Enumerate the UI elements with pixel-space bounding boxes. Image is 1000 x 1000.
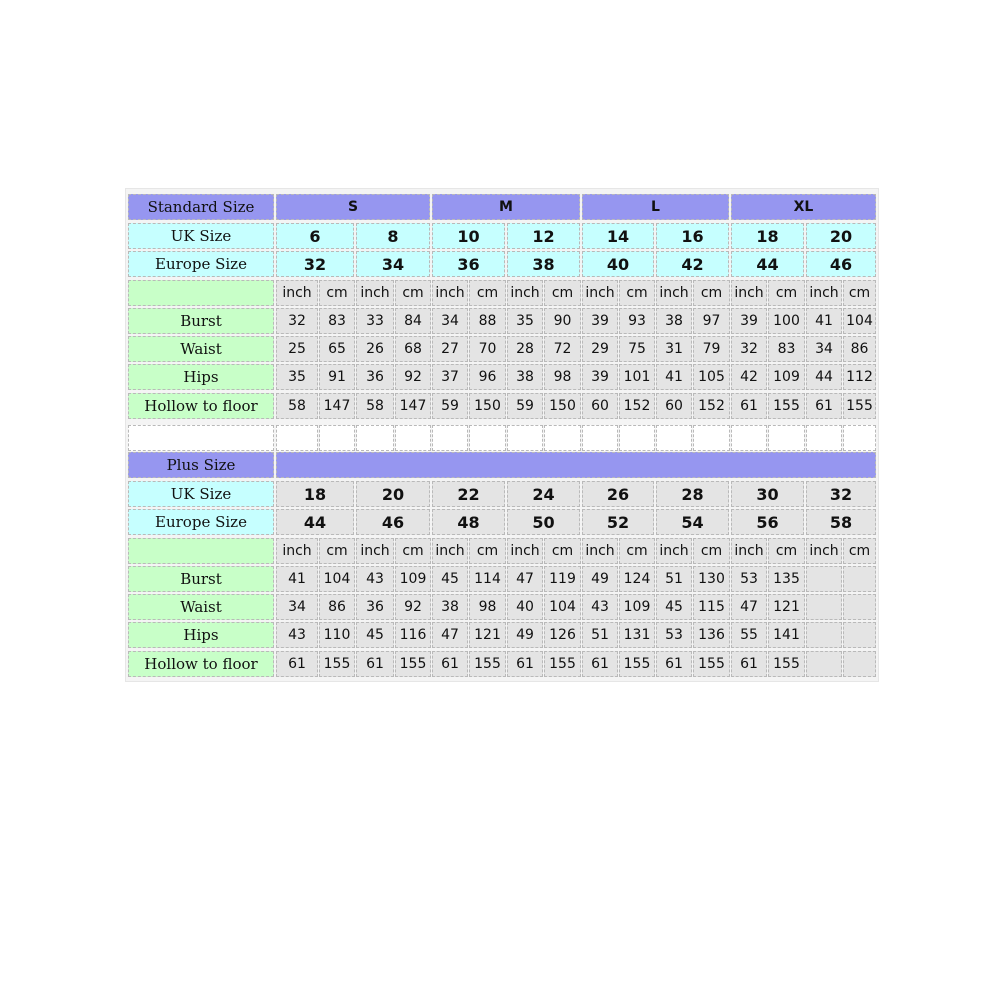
- measurement-value: 135: [768, 566, 805, 592]
- uk-size-value: 28: [656, 481, 729, 507]
- measurement-value: [806, 566, 842, 592]
- measurement-value: 130: [693, 566, 730, 592]
- europe-size-label: Europe Size: [128, 251, 274, 277]
- measurement-value: 136: [693, 622, 730, 648]
- europe-size-value: 40: [582, 251, 654, 277]
- measurement-value: 101: [619, 364, 655, 390]
- measurement-value: 92: [395, 364, 431, 390]
- measurement-value: 38: [507, 364, 543, 390]
- measurement-value: 61: [356, 651, 394, 677]
- measurement-value: 38: [656, 308, 692, 334]
- unit-header: inch: [356, 538, 394, 564]
- measurement-value: 45: [356, 622, 394, 648]
- measurement-value: 27: [432, 336, 468, 362]
- measurement-value: 98: [544, 364, 581, 390]
- size-chart-table: [126, 189, 878, 681]
- measurement-value: 147: [395, 393, 431, 419]
- uk-size-value: 8: [356, 223, 430, 249]
- measurement-value: 59: [432, 393, 468, 419]
- uk-size-label: UK Size: [128, 481, 274, 507]
- measurement-value: 35: [276, 364, 318, 390]
- measurement-value: 155: [619, 651, 655, 677]
- unit-header: inch: [731, 538, 767, 564]
- measurement-value: 83: [319, 308, 355, 334]
- measurement-value: 91: [319, 364, 355, 390]
- measurement-value: 79: [693, 336, 730, 362]
- measurement-label: Burst: [128, 566, 274, 592]
- uk-size-value: 26: [582, 481, 654, 507]
- measurement-value: 121: [768, 594, 805, 620]
- unit-row-label: [128, 538, 274, 564]
- unit-header: inch: [806, 538, 842, 564]
- measurement-value: [843, 594, 876, 620]
- measurement-value: 59: [507, 393, 543, 419]
- unit-header: cm: [395, 538, 431, 564]
- measurement-value: 155: [768, 651, 805, 677]
- measurement-value: 88: [469, 308, 506, 334]
- measurement-value: 26: [356, 336, 394, 362]
- measurement-value: 61: [656, 651, 692, 677]
- uk-size-value: 24: [507, 481, 580, 507]
- measurement-value: 61: [731, 393, 767, 419]
- measurement-value: 155: [544, 651, 581, 677]
- measurement-label: Hollow to floor: [128, 651, 274, 677]
- measurement-value: 147: [319, 393, 355, 419]
- spacer-cell: [731, 425, 767, 451]
- measurement-value: [843, 622, 876, 648]
- unit-header: cm: [619, 280, 655, 306]
- unit-header: inch: [582, 538, 618, 564]
- spacer-cell: [395, 425, 431, 451]
- measurement-value: 43: [276, 622, 318, 648]
- measurement-value: 115: [693, 594, 730, 620]
- measurement-value: 53: [731, 566, 767, 592]
- measurement-value: 110: [319, 622, 355, 648]
- measurement-value: 114: [469, 566, 506, 592]
- measurement-value: 105: [693, 364, 730, 390]
- measurement-value: 86: [843, 336, 876, 362]
- measurement-value: [806, 651, 842, 677]
- measurement-value: 32: [276, 308, 318, 334]
- uk-size-value: 20: [356, 481, 430, 507]
- measurement-value: 152: [693, 393, 730, 419]
- measurement-value: 155: [395, 651, 431, 677]
- spacer-cell: [806, 425, 842, 451]
- measurement-value: 39: [582, 308, 618, 334]
- europe-size-value: 36: [432, 251, 505, 277]
- measurement-value: 124: [619, 566, 655, 592]
- unit-header: inch: [656, 538, 692, 564]
- uk-size-value: 14: [582, 223, 654, 249]
- europe-size-value: 44: [731, 251, 804, 277]
- measurement-value: 152: [619, 393, 655, 419]
- unit-header: cm: [319, 538, 355, 564]
- measurement-value: [843, 651, 876, 677]
- unit-header: inch: [806, 280, 842, 306]
- measurement-value: 155: [768, 393, 805, 419]
- uk-size-value: 16: [656, 223, 729, 249]
- measurement-value: 112: [843, 364, 876, 390]
- spacer-cell: [693, 425, 730, 451]
- measurement-value: 49: [582, 566, 618, 592]
- measurement-value: 83: [768, 336, 805, 362]
- unit-header: cm: [768, 538, 805, 564]
- measurement-value: 109: [395, 566, 431, 592]
- measurement-value: 141: [768, 622, 805, 648]
- unit-header: cm: [693, 538, 730, 564]
- measurement-label: Hips: [128, 622, 274, 648]
- europe-size-value: 46: [356, 509, 430, 535]
- size-header-3: L: [582, 194, 729, 220]
- plus-size-heading: Plus Size: [128, 452, 274, 478]
- measurement-value: 119: [544, 566, 581, 592]
- measurement-value: 58: [276, 393, 318, 419]
- measurement-value: 100: [768, 308, 805, 334]
- europe-size-value: 44: [276, 509, 354, 535]
- size-header-4: XL: [731, 194, 876, 220]
- measurement-value: [843, 566, 876, 592]
- spacer-cell: [507, 425, 543, 451]
- uk-size-value: 22: [432, 481, 505, 507]
- measurement-value: 33: [356, 308, 394, 334]
- measurement-value: 45: [656, 594, 692, 620]
- measurement-value: 28: [507, 336, 543, 362]
- size-header-1: S: [276, 194, 430, 220]
- measurement-value: 45: [432, 566, 468, 592]
- unit-header: inch: [432, 280, 468, 306]
- measurement-value: 34: [806, 336, 842, 362]
- europe-size-value: 50: [507, 509, 580, 535]
- unit-header: cm: [843, 280, 876, 306]
- measurement-value: 61: [276, 651, 318, 677]
- uk-size-value: 30: [731, 481, 804, 507]
- measurement-value: 126: [544, 622, 581, 648]
- measurement-value: 93: [619, 308, 655, 334]
- measurement-value: 44: [806, 364, 842, 390]
- measurement-value: 96: [469, 364, 506, 390]
- measurement-value: 61: [582, 651, 618, 677]
- spacer-cell: [656, 425, 692, 451]
- measurement-label: Waist: [128, 594, 274, 620]
- size-header-2: M: [432, 194, 580, 220]
- measurement-value: 39: [582, 364, 618, 390]
- unit-header: inch: [731, 280, 767, 306]
- measurement-value: 98: [469, 594, 506, 620]
- measurement-value: 38: [432, 594, 468, 620]
- plus-size-header-bar: [276, 452, 876, 478]
- measurement-value: 49: [507, 622, 543, 648]
- measurement-value: 155: [469, 651, 506, 677]
- measurement-value: 41: [656, 364, 692, 390]
- measurement-value: [806, 622, 842, 648]
- spacer-cell: [582, 425, 618, 451]
- unit-header: cm: [619, 538, 655, 564]
- measurement-value: 155: [843, 393, 876, 419]
- measurement-value: 86: [319, 594, 355, 620]
- uk-size-value: 18: [276, 481, 354, 507]
- measurement-value: 60: [656, 393, 692, 419]
- measurement-value: 155: [693, 651, 730, 677]
- unit-header: inch: [582, 280, 618, 306]
- measurement-value: 36: [356, 364, 394, 390]
- measurement-value: 61: [806, 393, 842, 419]
- measurement-value: 68: [395, 336, 431, 362]
- spacer-cell: [319, 425, 355, 451]
- measurement-value: 41: [276, 566, 318, 592]
- measurement-value: 39: [731, 308, 767, 334]
- measurement-value: 61: [731, 651, 767, 677]
- measurement-value: 42: [731, 364, 767, 390]
- measurement-value: 37: [432, 364, 468, 390]
- measurement-value: 97: [693, 308, 730, 334]
- unit-header: cm: [469, 280, 506, 306]
- europe-size-value: 42: [656, 251, 729, 277]
- measurement-value: 41: [806, 308, 842, 334]
- standard-size-heading: Standard Size: [128, 194, 274, 220]
- unit-header: cm: [544, 538, 581, 564]
- unit-header: inch: [356, 280, 394, 306]
- measurement-value: 61: [507, 651, 543, 677]
- measurement-value: 104: [843, 308, 876, 334]
- measurement-value: 47: [507, 566, 543, 592]
- measurement-value: [806, 594, 842, 620]
- europe-size-value: 54: [656, 509, 729, 535]
- spacer-cell: [619, 425, 655, 451]
- measurement-value: 90: [544, 308, 581, 334]
- europe-size-value: 38: [507, 251, 580, 277]
- measurement-value: 65: [319, 336, 355, 362]
- measurement-value: 104: [319, 566, 355, 592]
- measurement-label: Hips: [128, 364, 274, 390]
- uk-size-value: 18: [731, 223, 804, 249]
- spacer-cell: [128, 425, 274, 451]
- measurement-value: 104: [544, 594, 581, 620]
- europe-size-value: 34: [356, 251, 430, 277]
- spacer-cell: [843, 425, 876, 451]
- measurement-value: 72: [544, 336, 581, 362]
- unit-header: cm: [768, 280, 805, 306]
- measurement-value: 116: [395, 622, 431, 648]
- measurement-value: 51: [656, 566, 692, 592]
- uk-size-value: 20: [806, 223, 876, 249]
- measurement-value: 53: [656, 622, 692, 648]
- unit-header: inch: [276, 280, 318, 306]
- uk-size-value: 32: [806, 481, 876, 507]
- europe-size-value: 56: [731, 509, 804, 535]
- measurement-value: 34: [432, 308, 468, 334]
- measurement-value: 36: [356, 594, 394, 620]
- uk-size-value: 10: [432, 223, 505, 249]
- measurement-value: 109: [768, 364, 805, 390]
- unit-header: inch: [432, 538, 468, 564]
- unit-header: inch: [656, 280, 692, 306]
- measurement-value: 150: [544, 393, 581, 419]
- measurement-value: 70: [469, 336, 506, 362]
- measurement-value: 84: [395, 308, 431, 334]
- measurement-value: 55: [731, 622, 767, 648]
- measurement-value: 35: [507, 308, 543, 334]
- unit-header: inch: [507, 280, 543, 306]
- europe-size-value: 58: [806, 509, 876, 535]
- spacer-cell: [768, 425, 805, 451]
- measurement-value: 47: [731, 594, 767, 620]
- uk-size-value: 6: [276, 223, 354, 249]
- europe-size-label: Europe Size: [128, 509, 274, 535]
- unit-header: cm: [319, 280, 355, 306]
- europe-size-value: 46: [806, 251, 876, 277]
- measurement-value: 47: [432, 622, 468, 648]
- unit-header: cm: [395, 280, 431, 306]
- measurement-label: Burst: [128, 308, 274, 334]
- spacer-cell: [469, 425, 506, 451]
- unit-header: cm: [693, 280, 730, 306]
- unit-header: cm: [469, 538, 506, 564]
- unit-header: cm: [544, 280, 581, 306]
- measurement-value: 60: [582, 393, 618, 419]
- measurement-label: Hollow to floor: [128, 393, 274, 419]
- spacer-cell: [544, 425, 581, 451]
- europe-size-value: 52: [582, 509, 654, 535]
- unit-header: inch: [276, 538, 318, 564]
- measurement-value: 31: [656, 336, 692, 362]
- unit-header: inch: [507, 538, 543, 564]
- unit-header: cm: [843, 538, 876, 564]
- unit-row-label: [128, 280, 274, 306]
- measurement-value: 109: [619, 594, 655, 620]
- measurement-value: 131: [619, 622, 655, 648]
- measurement-value: 155: [319, 651, 355, 677]
- measurement-value: 34: [276, 594, 318, 620]
- uk-size-value: 12: [507, 223, 580, 249]
- measurement-value: 43: [582, 594, 618, 620]
- measurement-value: 32: [731, 336, 767, 362]
- measurement-value: 29: [582, 336, 618, 362]
- measurement-value: 58: [356, 393, 394, 419]
- measurement-label: Waist: [128, 336, 274, 362]
- spacer-cell: [356, 425, 394, 451]
- measurement-value: 61: [432, 651, 468, 677]
- spacer-cell: [276, 425, 318, 451]
- measurement-value: 43: [356, 566, 394, 592]
- measurement-value: 51: [582, 622, 618, 648]
- measurement-value: 92: [395, 594, 431, 620]
- europe-size-value: 32: [276, 251, 354, 277]
- measurement-value: 150: [469, 393, 506, 419]
- measurement-value: 75: [619, 336, 655, 362]
- uk-size-label: UK Size: [128, 223, 274, 249]
- spacer-cell: [432, 425, 468, 451]
- measurement-value: 25: [276, 336, 318, 362]
- europe-size-value: 48: [432, 509, 505, 535]
- measurement-value: 40: [507, 594, 543, 620]
- measurement-value: 121: [469, 622, 506, 648]
